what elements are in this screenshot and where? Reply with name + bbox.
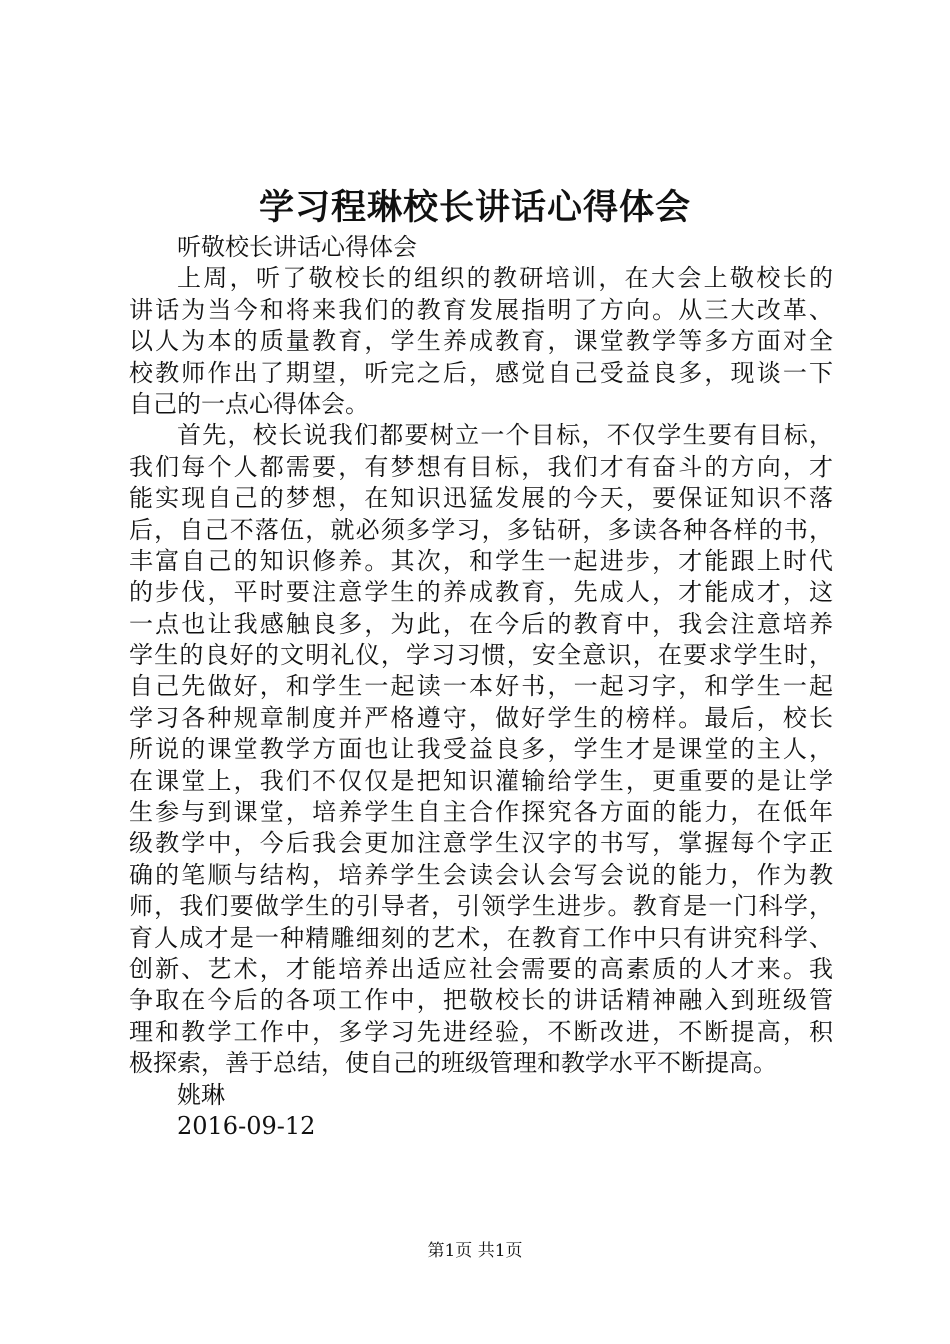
paragraph-line: 首先，校长说我们都要树立一个目标，不仅学生要有目标， [177,421,833,450]
paragraph-line: 我们每个人都需要，有梦想有目标，我们才有奋斗的方向，才 [129,452,833,481]
paragraph-line: 级教学中，今后我会更加注意学生汉字的书写，掌握每个字正 [129,829,833,858]
document-date: 2016-09-12 [177,1111,316,1140]
paragraph-line: 学习各种规章制度并严格遵守，做好学生的榜样。最后，校长 [129,703,833,732]
paragraph-line: 的步伐，平时要注意学生的养成教育，先成人，才能成才，这 [129,578,833,607]
paragraph-line: 在课堂上，我们不仅仅是把知识灌输给学生，更重要的是让学 [129,766,833,795]
paragraph-line: 校教师作出了期望，听完之后，感觉自己受益良多，现谈一下 [129,358,833,387]
document-title: 学习程琳校长讲话心得体会 [258,187,691,228]
paragraph-line: 学生的良好的文明礼仪，学习习惯，安全意识，在要求学生时， [129,641,833,670]
document-body [129,232,833,1142]
document-subtitle: 听敬校长讲话心得体会 [177,233,417,261]
author-name: 姚琳 [177,1080,225,1109]
paragraph-line: 后，自己不落伍，就必须多学习，多钻研，多读各种各样的书， [129,515,833,544]
paragraph-intro [129,263,833,420]
paragraph-line: 育人成才是一种精雕细刻的艺术，在教育工作中只有讲究科学、 [129,923,833,952]
paragraph-line: 一点也让我感触良多，为此，在今后的教育中，我会注意培养 [129,609,833,638]
paragraph-line: 以人为本的质量教育，学生养成教育，课堂教学等多方面对全 [129,327,833,356]
paragraph-line: 能实现自己的梦想，在知识迅猛发展的今天，要保证知识不落 [129,484,833,513]
paragraph-line: 争取在今后的各项工作中，把敬校长的讲话精神融入到班级管 [129,986,833,1015]
paragraph-line: 上周，听了敬校长的组织的教研培训，在大会上敬校长的 [177,264,833,293]
paragraph-line: 生参与到课堂，培养学生自主合作探究各方面的能力，在低年 [129,798,833,827]
paragraph-line: 确的笔顺与结构，培养学生会读会认会写会说的能力，作为教 [129,860,833,889]
paragraph-main [129,420,833,1079]
page-footer: 第1页 共1页 [427,1241,523,1261]
paragraph-line: 极探索，善于总结，使自己的班级管理和教学水平不断提高。 [129,1049,777,1078]
paragraph-line: 讲话为当今和将来我们的教育发展指明了方向。从三大改革、 [129,295,833,324]
paragraph-line: 自己先做好，和学生一起读一本好书，一起习字，和学生一起 [129,672,833,701]
paragraph-line: 所说的课堂教学方面也让我受益良多，学生才是课堂的主人， [129,735,833,764]
paragraph-line: 自己的一点心得体会。 [129,389,369,418]
paragraph-line: 理和教学工作中，多学习先进经验，不断改进，不断提高，积 [129,1017,833,1046]
paragraph-line: 丰富自己的知识修养。其次，和学生一起进步，才能跟上时代 [129,546,833,575]
paragraph-line: 师，我们要做学生的引导者，引领学生进步。教育是一门科学， [129,892,833,921]
paragraph-line: 创新、艺术，才能培养出适应社会需要的高素质的人才来。我 [129,954,833,983]
